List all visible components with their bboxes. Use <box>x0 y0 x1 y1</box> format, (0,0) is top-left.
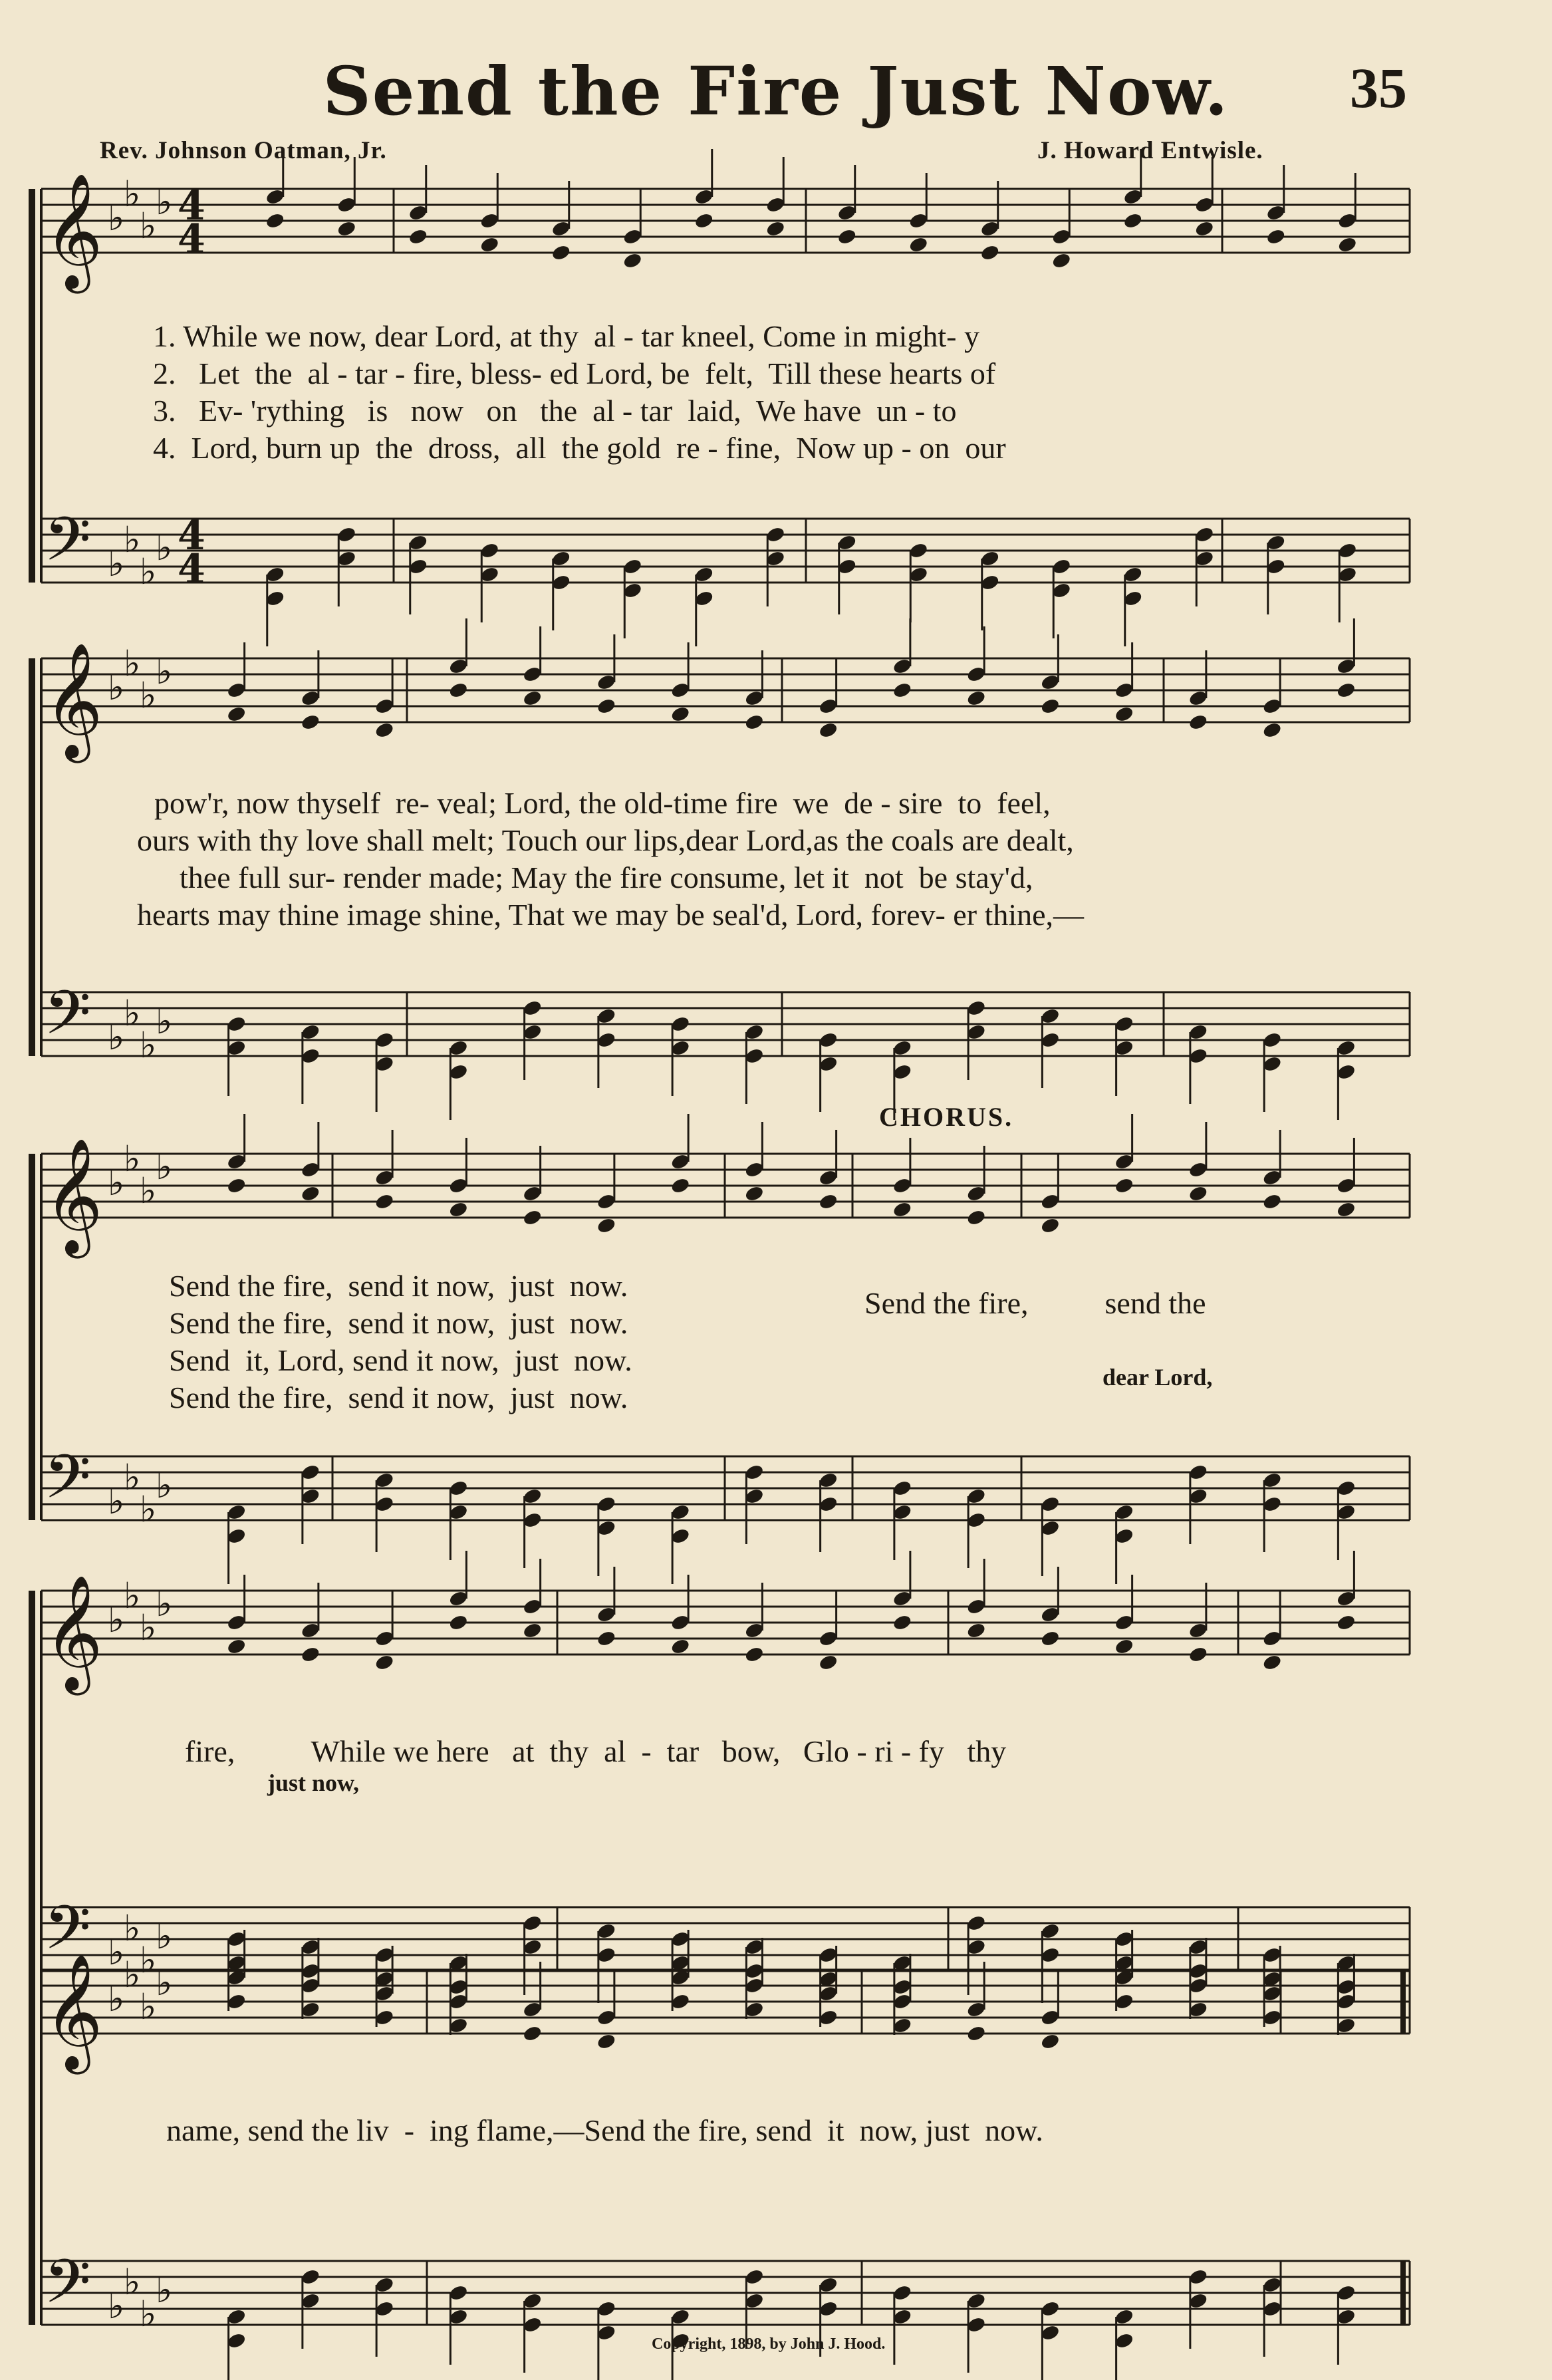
chorus-line-3: name, send the liv - ing flame,—Send the fire, send it now, just now. <box>166 2113 1043 2147</box>
flat-icon: ♭ <box>108 1016 125 1058</box>
notehead <box>596 1629 616 1647</box>
flat-icon: ♭ <box>156 1915 173 1957</box>
notehead <box>1336 681 1357 699</box>
flat-icon: ♭ <box>124 1138 141 1180</box>
flat-icon: ♭ <box>108 1599 125 1641</box>
verse-line-3b: thee full sur- render made; May the fire consume, let it not be stay'd, <box>180 860 1033 894</box>
notehead <box>1040 1216 1061 1234</box>
notehead <box>1265 227 1286 245</box>
notehead <box>551 243 571 261</box>
notehead <box>336 219 357 237</box>
flat-icon: ♭ <box>124 173 141 215</box>
notehead <box>837 227 857 245</box>
bass-clef-icon: 𝄢 <box>44 2246 91 2331</box>
treble-clef-icon: 𝄞 <box>44 1954 103 2069</box>
flat-icon: ♭ <box>108 543 125 585</box>
notehead <box>300 713 321 731</box>
notehead <box>226 705 247 723</box>
time-signature-denominator: 4 <box>178 216 205 263</box>
flat-icon: ♭ <box>108 666 125 708</box>
chorus-just-now: just now, <box>267 1770 360 1796</box>
notehead <box>765 219 786 237</box>
notehead <box>818 1653 839 1671</box>
notehead <box>1188 1645 1208 1663</box>
notehead <box>1040 697 1061 715</box>
notehead <box>892 1613 912 1631</box>
notehead <box>1262 721 1283 739</box>
flat-icon: ♭ <box>124 2261 141 2303</box>
flat-icon: ♭ <box>140 1607 157 1649</box>
flat-icon: ♭ <box>156 1464 173 1506</box>
hymn-title: Send the Fire Just Now. <box>323 52 1229 130</box>
verse-line-4b: hearts may thine image shine, That we may be seal'd, Lord, forev- er thine,— <box>137 898 1085 932</box>
flat-icon: ♭ <box>140 205 157 247</box>
notehead <box>1114 1176 1134 1194</box>
treble-clef-icon: 𝄞 <box>44 1138 103 1254</box>
notehead <box>1194 219 1215 237</box>
bass-clef-icon: 𝄢 <box>44 1893 91 1978</box>
flat-icon: ♭ <box>156 527 173 569</box>
flat-icon: ♭ <box>140 1488 157 1530</box>
notehead <box>408 227 428 245</box>
chorus-line-1: Send the fire, send the <box>864 1286 1206 1320</box>
flat-icon: ♭ <box>140 551 157 593</box>
refrain-line-3: Send it, Lord, send it now, just now. <box>169 1343 632 1377</box>
chorus-dear-lord: dear Lord, <box>1102 1364 1213 1390</box>
time-signature-numerator: 4 <box>178 513 205 559</box>
composer-credit: J. Howard Entwisle. <box>1037 137 1263 164</box>
notehead <box>300 1645 321 1663</box>
chorus-label: CHORUS. <box>879 1102 1014 1132</box>
flat-icon: ♭ <box>108 1480 125 1522</box>
flat-icon: ♭ <box>108 197 125 239</box>
flat-icon: ♭ <box>156 1962 173 2004</box>
notehead <box>1262 1653 1283 1671</box>
author-credit: Rev. Johnson Oatman, Jr. <box>100 137 387 164</box>
notehead <box>1188 713 1208 731</box>
time-signature-denominator: 4 <box>178 546 205 593</box>
verse-line-4a: 4. Lord, burn up the dross, all the gold re - fine, Now up - on our <box>153 431 1006 465</box>
flat-icon: ♭ <box>140 1024 157 1066</box>
refrain-line-1: Send the fire, send it now, just now. <box>169 1269 628 1303</box>
treble-clef-icon: 𝄞 <box>44 642 103 758</box>
verse-line-2b: ours with thy love shall melt; Touch our lips,dear Lord,as the coals are dealt, <box>137 823 1074 857</box>
notehead <box>694 211 714 229</box>
flat-icon: ♭ <box>156 2269 173 2311</box>
notehead <box>522 1621 543 1639</box>
notehead <box>1040 1629 1061 1647</box>
flat-icon: ♭ <box>124 992 141 1034</box>
bass-clef-icon: 𝄢 <box>44 978 91 1063</box>
notehead <box>226 1176 247 1194</box>
notehead <box>670 1176 691 1194</box>
notehead <box>448 681 469 699</box>
notehead <box>374 1192 395 1210</box>
notehead <box>892 1200 912 1218</box>
flat-icon: ♭ <box>140 1986 157 2028</box>
notehead <box>374 1653 395 1671</box>
treble-clef-icon: 𝄞 <box>44 1575 103 1690</box>
notehead <box>818 1192 839 1210</box>
notehead <box>1188 1184 1208 1202</box>
notehead <box>1051 251 1072 269</box>
notehead <box>966 1208 987 1226</box>
notehead <box>1122 211 1143 229</box>
treble-clef-icon: 𝄞 <box>44 173 103 289</box>
time-signature-numerator: 4 <box>178 183 205 229</box>
notehead <box>479 235 500 253</box>
flat-icon: ♭ <box>124 642 141 684</box>
verse-line-1b: pow'r, now thyself re- veal; Lord, the old-time fire we de - sire to feel, <box>154 786 1051 820</box>
notehead <box>744 713 765 731</box>
flat-icon: ♭ <box>108 2285 125 2327</box>
flat-icon: ♭ <box>124 1456 141 1498</box>
notehead <box>596 697 616 715</box>
flat-icon: ♭ <box>124 1907 141 1949</box>
notehead <box>892 681 912 699</box>
flat-icon: ♭ <box>124 1954 141 1996</box>
notehead <box>744 1645 765 1663</box>
notehead <box>448 1200 469 1218</box>
notehead <box>1114 705 1134 723</box>
flat-icon: ♭ <box>140 2293 157 2335</box>
notehead <box>1336 1613 1357 1631</box>
flat-icon: ♭ <box>124 519 141 561</box>
flat-icon: ♭ <box>108 1978 125 2020</box>
refrain-line-2: Send the fire, send it now, just now. <box>169 1306 628 1340</box>
notehead <box>670 1637 691 1655</box>
notehead <box>622 251 643 269</box>
flat-icon: ♭ <box>156 1000 173 1042</box>
flat-icon: ♭ <box>108 1931 125 1973</box>
notehead <box>374 721 395 739</box>
flat-icon: ♭ <box>140 674 157 716</box>
refrain-line-4: Send the fire, send it now, just now. <box>169 1381 628 1414</box>
notehead <box>670 705 691 723</box>
notehead <box>522 2024 543 2042</box>
flat-icon: ♭ <box>156 1583 173 1625</box>
verse-line-1a: 1. While we now, dear Lord, at thy al - tar kneel, Come in might- y <box>153 319 979 353</box>
page-number: 35 <box>1350 56 1407 120</box>
notehead <box>1337 235 1358 253</box>
notehead <box>596 2032 616 2050</box>
notehead <box>979 243 1000 261</box>
flat-icon: ♭ <box>124 1575 141 1617</box>
flat-icon: ♭ <box>156 1146 173 1188</box>
verse-line-3a: 3. Ev- 'rything is now on the al - tar laid, We have un - to <box>153 394 957 428</box>
flat-icon: ♭ <box>140 1170 157 1212</box>
notehead <box>1040 2032 1061 2050</box>
notehead <box>1114 1637 1134 1655</box>
notehead <box>596 1216 616 1234</box>
notehead <box>522 689 543 707</box>
flat-icon: ♭ <box>156 650 173 692</box>
notehead <box>522 1208 543 1226</box>
notehead <box>448 1613 469 1631</box>
notehead <box>744 1184 765 1202</box>
copyright-notice: Copyright, 1898, by John J. Hood. <box>652 2335 886 2353</box>
notehead <box>1262 1192 1283 1210</box>
flat-icon: ♭ <box>140 1939 157 1981</box>
chorus-line-2: fire, While we here at thy al - tar bow, Glo - ri - fy thy <box>185 1734 1007 1768</box>
verse-line-2a: 2. Let the al - tar - fire, bless- ed Lord, be felt, Till these hearts of <box>153 356 996 390</box>
notehead <box>1336 1200 1357 1218</box>
notehead <box>908 235 929 253</box>
notehead <box>966 689 987 707</box>
notehead <box>818 721 839 739</box>
flat-icon: ♭ <box>156 181 173 223</box>
bass-clef-icon: 𝄢 <box>44 1442 91 1527</box>
notehead <box>226 1637 247 1655</box>
notehead <box>300 1184 321 1202</box>
flat-icon: ♭ <box>108 1162 125 1204</box>
notehead <box>265 211 285 229</box>
bass-clef-icon: 𝄢 <box>44 504 91 589</box>
notehead <box>966 1621 987 1639</box>
notehead <box>966 2024 987 2042</box>
